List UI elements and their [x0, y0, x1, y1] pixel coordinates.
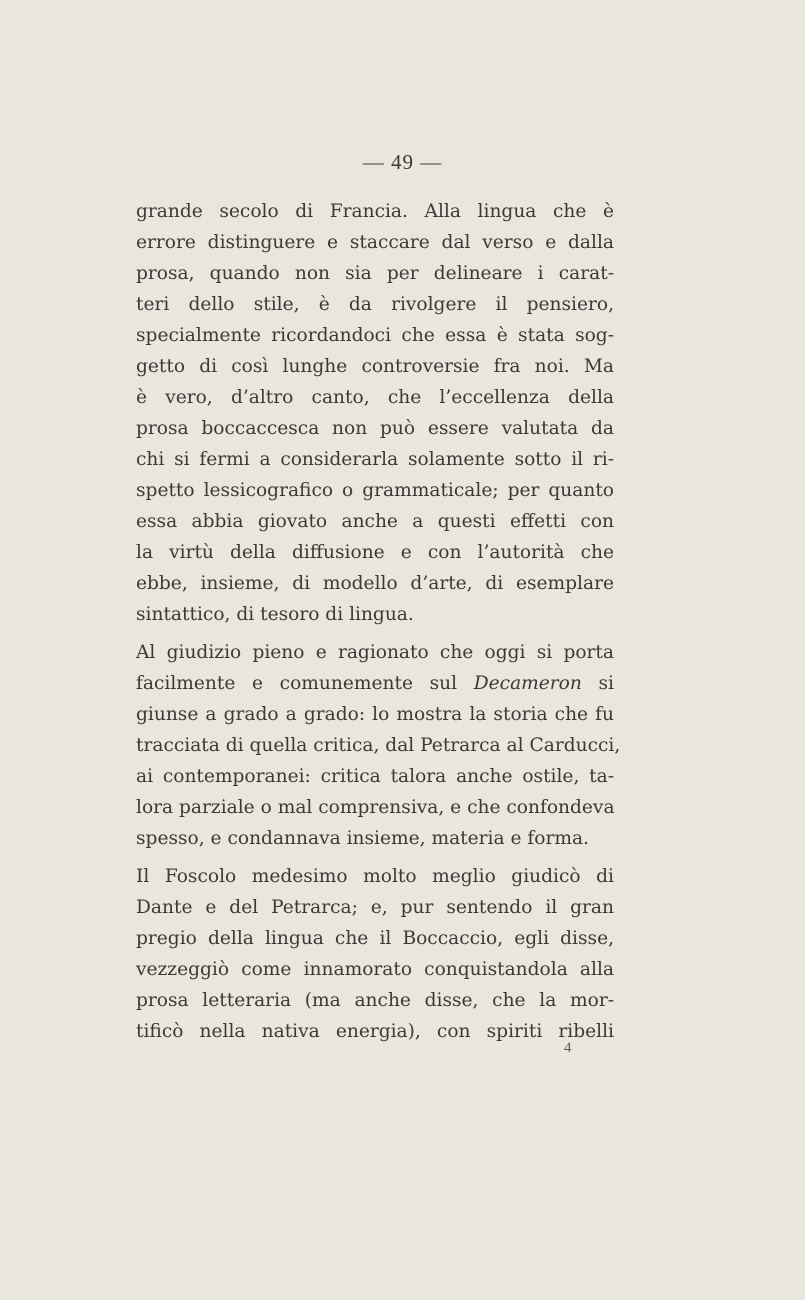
text-line: specialmente ricordandoci che essa è stata sog- — [136, 325, 614, 346]
paragraph — [136, 196, 614, 630]
text-line: tificò nella nativa energia), con spiriti ribelli — [136, 1021, 614, 1042]
text-line: pregio della lingua che il Boccaccio, egli disse, — [136, 928, 614, 949]
text-line: spetto lessicografico o grammaticale; per quanto — [136, 480, 614, 501]
text-line: vezzeggiò come innamorato conquistandola alla — [136, 959, 614, 980]
page-number-header: — 49 — — [362, 150, 443, 174]
italic-title: Decameron — [473, 673, 582, 694]
text-line: getto di così lunghe controversie fra noi. Ma — [136, 356, 614, 377]
text-line: grande secolo di Francia. Alla lingua che è — [136, 201, 614, 222]
paragraph — [136, 637, 621, 854]
text-line: ai contemporanei: critica talora anche ostile, ta- — [136, 766, 614, 787]
text-line: spesso, e condannava insieme, materia e forma. — [136, 828, 589, 849]
text-line: sintattico, di tesoro di lingua. — [136, 604, 414, 625]
text-segment: facilmente e comunemente sul — [136, 673, 474, 694]
text-line: teri dello stile, è da rivolgere il pensiero, — [136, 294, 614, 315]
text-line: la virtù della diffusione e con l’autorità che — [136, 542, 614, 563]
paragraph — [136, 861, 614, 1047]
text-line: chi si fermi a considerarla solamente sotto il ri- — [136, 449, 614, 470]
text-line: essa abbia giovato anche a questi effetti con — [136, 511, 614, 532]
text-line: prosa, quando non sia per delineare i carat- — [136, 263, 614, 284]
text-line: Dante e del Petrarca; e, pur sentendo il gran — [136, 897, 614, 918]
text-line: lora parziale o mal comprensiva, e che confondeva — [136, 797, 615, 818]
signature-mark: 4 — [564, 1040, 572, 1056]
text-line — [136, 668, 614, 699]
text-segment: si — [581, 673, 615, 694]
text-line: errore distinguere e staccare dal verso e dalla — [136, 232, 614, 253]
text-line: tracciata di quella critica, dal Petrarca al Carducci, — [136, 735, 621, 756]
text-line: prosa boccaccesca non può essere valutata da — [136, 418, 614, 439]
text-line: ebbe, insieme, di modello d’arte, di esemplare — [136, 573, 614, 594]
text-line: giunse a grado a grado: lo mostra la storia che fu — [136, 704, 614, 725]
text-line: è vero, d’altro canto, che l’eccellenza della — [136, 387, 614, 408]
text-line: Al giudizio pieno e ragionato che oggi si porta — [136, 642, 614, 663]
text-line: prosa letteraria (ma anche disse, che la mor- — [136, 990, 614, 1011]
text-line: Il Foscolo medesimo molto meglio giudicò di — [136, 866, 614, 887]
body-text — [136, 196, 621, 1047]
